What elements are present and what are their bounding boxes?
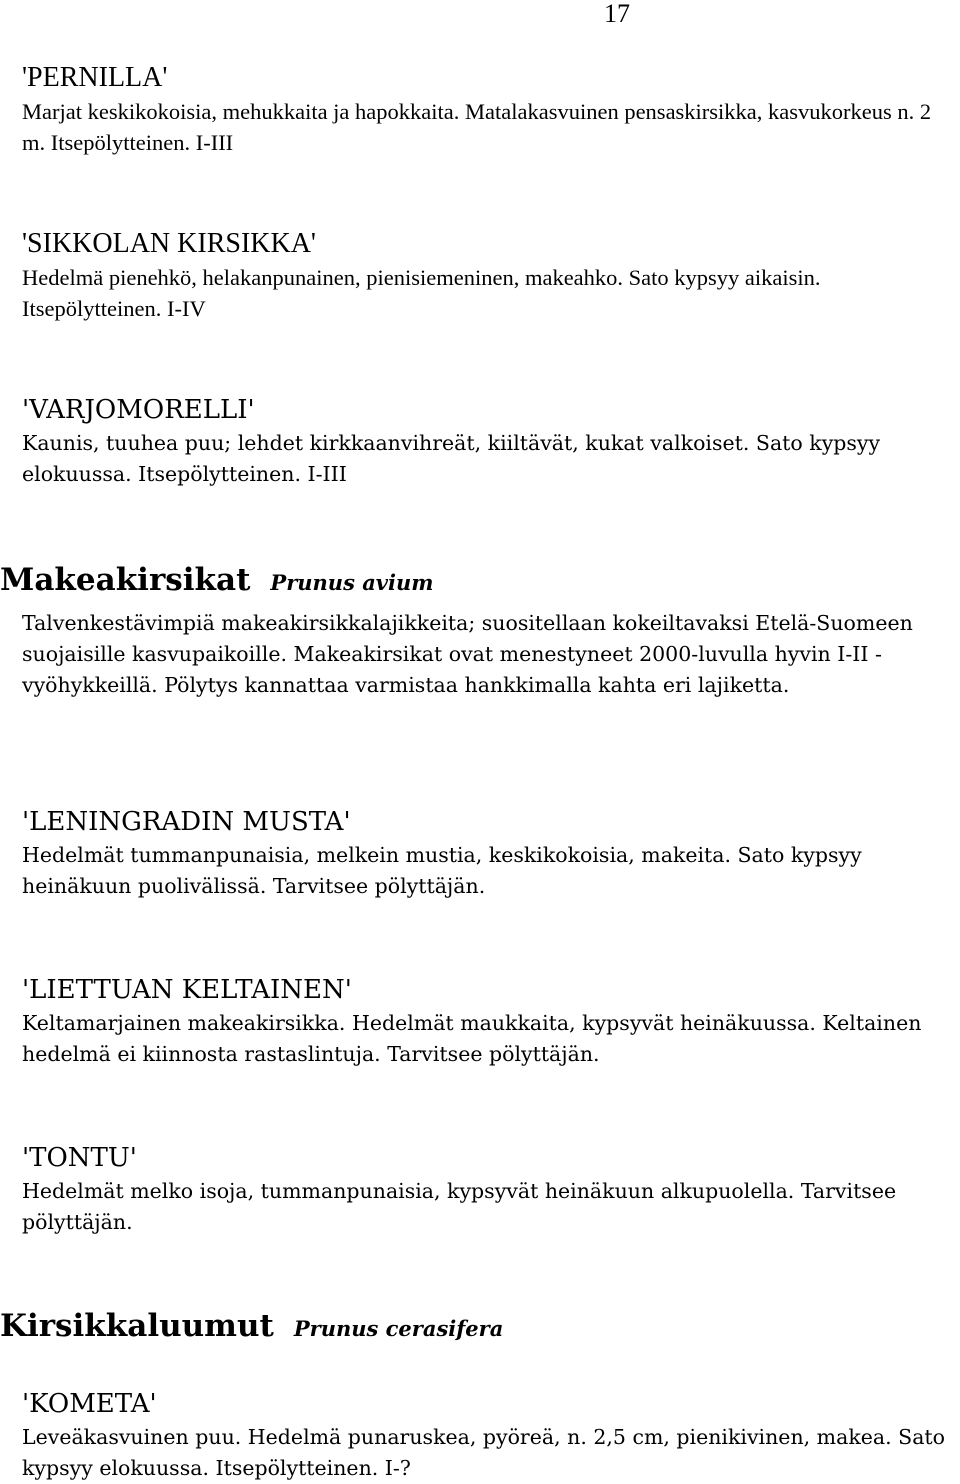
variety-entry-kometa xyxy=(22,1388,957,1484)
variety-name: 'LENINGRADIN MUSTA' xyxy=(22,807,351,837)
variety-name: 'SIKKOLAN KIRSIKKA' xyxy=(22,228,316,259)
section-latin-name: Prunus avium xyxy=(270,570,434,595)
variety-description: Hedelmät tummanpunaisia, melkein mustia, keskikokoisia, makeita. Sato kypsyy heinäkuun puolivälissä. Tarvitsee pölyttäjän. xyxy=(22,843,862,898)
variety-entry-leningradin-musta xyxy=(22,806,957,902)
variety-description: Hedelmä pienehkö, helakanpunainen, pienisiemeninen, makeahko. Sato kypsyy aikaisin. Itsepölytteinen. I-IV xyxy=(22,265,821,321)
variety-entry-liettuan-keltainen xyxy=(22,974,957,1070)
section-title: Kirsikkaluumut xyxy=(0,1308,274,1344)
variety-name: 'KOMETA' xyxy=(22,1389,157,1419)
variety-entry-sikkolan-kirsikka xyxy=(22,228,957,324)
variety-name: 'LIETTUAN KELTAINEN' xyxy=(22,975,352,1005)
section-heading-kirsikkaluumut xyxy=(0,1306,960,1346)
variety-name: 'TONTU' xyxy=(22,1143,137,1173)
section-title: Makeakirsikat xyxy=(0,562,251,598)
variety-description: Hedelmät melko isoja, tummanpunaisia, kypsyvät heinäkuun alkupuolella. Tarvitsee pölyttäjän. xyxy=(22,1179,897,1234)
variety-entry-tontu xyxy=(22,1142,957,1238)
variety-entry-pernilla xyxy=(22,62,957,158)
section-intro: Talvenkestävimpiä makeakirsikkalajikkeita; suositellaan kokeiltavaksi Etelä-Suomeen suojaisille kasvupaikoille. Makeakirsikat ovat menestyneet 2000-luvulla hyvin I-II -vyöhykkeillä. Pölytys kannattaa varmistaa hankkimalla kahta eri lajiketta. xyxy=(22,611,913,697)
page-number: 17 xyxy=(604,0,630,28)
variety-name: 'PERNILLA' xyxy=(22,62,168,93)
variety-entry-varjomorelli xyxy=(22,394,957,490)
section-heading-makeakirsikat xyxy=(0,560,960,600)
variety-description: Keltamarjainen makeakirsikka. Hedelmät maukkaita, kypsyvät heinäkuussa. Keltainen hedelmä ei kiinnosta rastaslintuja. Tarvitsee pölyttäjän. xyxy=(22,1011,922,1066)
variety-description: Marjat keskikokoisia, mehukkaita ja hapokkaita. Matalakasvuinen pensaskirsikka, kasvukorkeus n. 2 m. Itsepölytteinen. I-III xyxy=(22,99,932,155)
variety-description: Leveäkasvuinen puu. Hedelmä punaruskea, pyöreä, n. 2,5 cm, pienikivinen, makea. Sato kypsyy elokuussa. Itsepölytteinen. I-? xyxy=(22,1425,945,1480)
variety-description: Kaunis, tuuhea puu; lehdet kirkkaanvihreät, kiiltävät, kukat valkoiset. Sato kypsyy elokuussa. Itsepölytteinen. I-III xyxy=(22,431,881,486)
variety-name: 'VARJOMORELLI' xyxy=(22,395,255,425)
section-latin-name: Prunus cerasifera xyxy=(293,1316,504,1341)
